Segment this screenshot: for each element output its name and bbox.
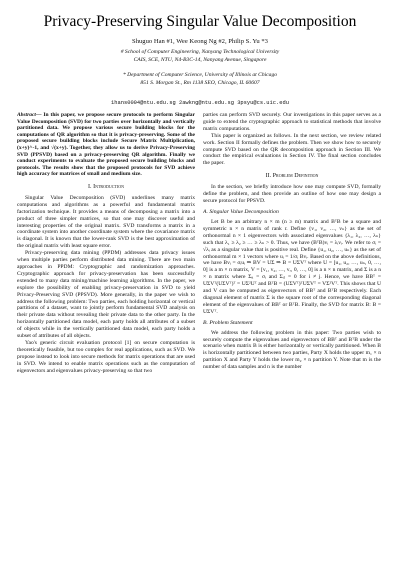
subsection-heading-svd: A. Singular Value Decomposition <box>203 208 279 215</box>
problem-statement-paragraph: We address the following problem in this paper: Two parties wish to securely compute the eigenvalues and eigenvectors of BBᵀ and BᵀB under the scenario when matrix B is either horizontally or vertically partitioned. When B is horizontally partitioned between two parties, Party X holds the upper m₁ × n partition X and Party Y holds the lower m₂ × n partition Y. Note that m is the number of data samples and n is the number <box>203 329 381 371</box>
affiliation-uic-address: 851 S. Morgan St., Rm 1138 SEO, Chicago, IL 60607 <box>140 80 260 86</box>
affiliation-ntu-name: # School of Computer Engineering, Nanyang Technological University <box>120 49 280 55</box>
abstract-lead: Abstract <box>17 112 36 118</box>
intro-paragraph-3: Yao's generic circuit evaluation protocol [1] on secure computation is theoretically feasible, but too complex for real applications, such as SVD. We propose instead to look into secure methods for matrix operations that are used in SVD. We intend to enable matrix operations such as the computation of eigenvectors and eigenvalues privacy-preserving so that two <box>17 339 195 374</box>
left-column <box>17 112 195 560</box>
abstract-text: — In this paper, we propose secure protocols to perform Singular Value Decomposition (SVD) for two parties over horizontally and vertically partitioned data. We propose various secure building blocks for the computations of QR algorithm so that it is privacy-preserving. Some of the proposed secure building blocks include Secure Matrix Multiplication, (x+y)^-1, and √(x+y). Together, they allow us to derive Privacy-Preserving SVD (PPSVD) based on a privacy-preserving QR algorithm. Finally we conduct experiments to evaluate the proposed secure building blocks and protocols. The results show that the proposed protocols for SVD achieve high accuracy for matrices of small and medium size. <box>17 112 195 178</box>
intro-continuation: parties can perform SVD securely. Our investigations in this paper serves as a guide to extend the cryptographic approach to statistical methods that involve matrix computations. <box>203 112 381 132</box>
subsection-heading-problem-statement: B. Problem Statement <box>203 319 253 326</box>
affiliation-ntu-address: CAIS, SCE, NTU, N4-B3C-14, Nanyang Avenue, Singapore <box>133 57 267 63</box>
section-heading-problem-definition: II. Problem Definition <box>265 173 319 180</box>
paper-title: Privacy-Preserving Singular Value Decomposition <box>43 13 357 30</box>
intro-paragraph-2: Privacy-preserving data mining (PPDM) addresses data privacy issues when multiple parties perform distributed data mining. There are two main approaches in PPDM: Cryptographic and randomization approaches. Cryptographic approach for privacy-preservation has been successfully extended to many data mining/machine learning algorithms. In the paper, we explore the possibility of enabling privacy-preservation in SVD to yield Privacy-Preserving SVD (PPSVD). More generally, in the paper we wish to address the following problem: Two parties, each holding horizontal or vertical partitions of a dataset, want to jointly perform fundamental SVD analysis on their private data without revealing their private data to the other party. In the horizontally partitioned data model, each party holds all attributes of a subset of objects while in the vertically partitioned data model, each party holds a subset of attributes of all objects. <box>17 250 195 340</box>
svd-paragraph: Let B be an arbitrary n × m (n ≥ m) matrix and BᵀB be a square and symmetric n × n matrix of rank r. Define {v₁, v₂, …, vₙ} as the set of orthonormal n × 1 eigenvectors with associated eigenvalues {λ₁, λ₂, …, λₙ} such that λ₁ ≥ λ₂ ≥ … ≥ λₙ > 0. Thus, we have (BᵀB)vᵢ = λᵢvᵢ. We refer to σᵢ = √λᵢ as a singular value that is positive real. Define {u₁, u₂, …, uₙ} as the set of orthonormal m × 1 vectors where uᵢ = 1/σᵢ Bvᵢ. Based on the above definitions, we have Bvᵢ = σᵢuᵢ ⇒ BV = UΣ ⇒ B = UΣVᵀ where U = [u₁, u₂, …, uₙ, 0, …, 0] is a m × n matrix, V = [v₁, v₂, …, vᵣ, 0, …, 0] is a n × n matrix, and Σ is a n × n matrix where Σᵢᵢ = σᵢ and Σᵢⱼ = 0 for i ≠ j. Hence, we have BBᵀ = UΣVᵀ(UΣVᵀ)ᵀ = UΣ²Uᵀ and BᵀB = (UΣVᵀ)ᵀUΣVᵀ = VΣ²Vᵀ. This shows that U and V can be computed as eigenvectors of BBᵀ and BᵀB respectively. Each diagonal element of matrix Σ is the square root of the corresponding diagonal element of the eigenvalues of BBᵀ or BᵀB. Finally, the SVD for matrix B: B = UΣVᵀ. <box>203 218 381 315</box>
author-emails: 1hans0004@ntu.edu.sg 2awkng@ntu.edu.sg 3psyu@cs.uic.edu <box>111 100 289 106</box>
abstract <box>17 112 195 178</box>
intro-paragraph-1: Singular Value Decomposition (SVD) underlines many matrix computations and algorithms as a powerful and fundamental matrix factorization technique. It provides a means of decomposing a matrix into a product of three simpler matrices, so that one may discover useful and interesting properties of the original matrix. SVD transforms a matrix in a coordinate system into another coordinate system where the covariance matrix is diagonal. It is known that the lower-rank SVD is the best approximation of the original matrix with least square error. <box>17 194 195 250</box>
author-list: Shuguo Han #1, Wee Keong Ng #2, Philip S. Yu *3 <box>132 38 268 45</box>
organization-paragraph: This paper is organized as follows. In the next section, we review related work. Section II formally defines the problem. Then we show how to securely compute SVD based on the QR decomposition approach in Section III. We conduct the empirical evaluations in Section IV. The final section concludes the paper. <box>203 132 381 167</box>
section-heading-introduction: I. Introduction <box>88 183 124 190</box>
problem-intro-paragraph: In the section, we briefly introduce how one may compute SVD, formally define the problem, and then provide an outline of how one may design a secure protocol for PPSVD. <box>203 184 381 205</box>
right-column <box>203 112 381 560</box>
affiliation-uic-name: * Department of Computer Science, University of Illinois at Chicago <box>122 72 278 78</box>
